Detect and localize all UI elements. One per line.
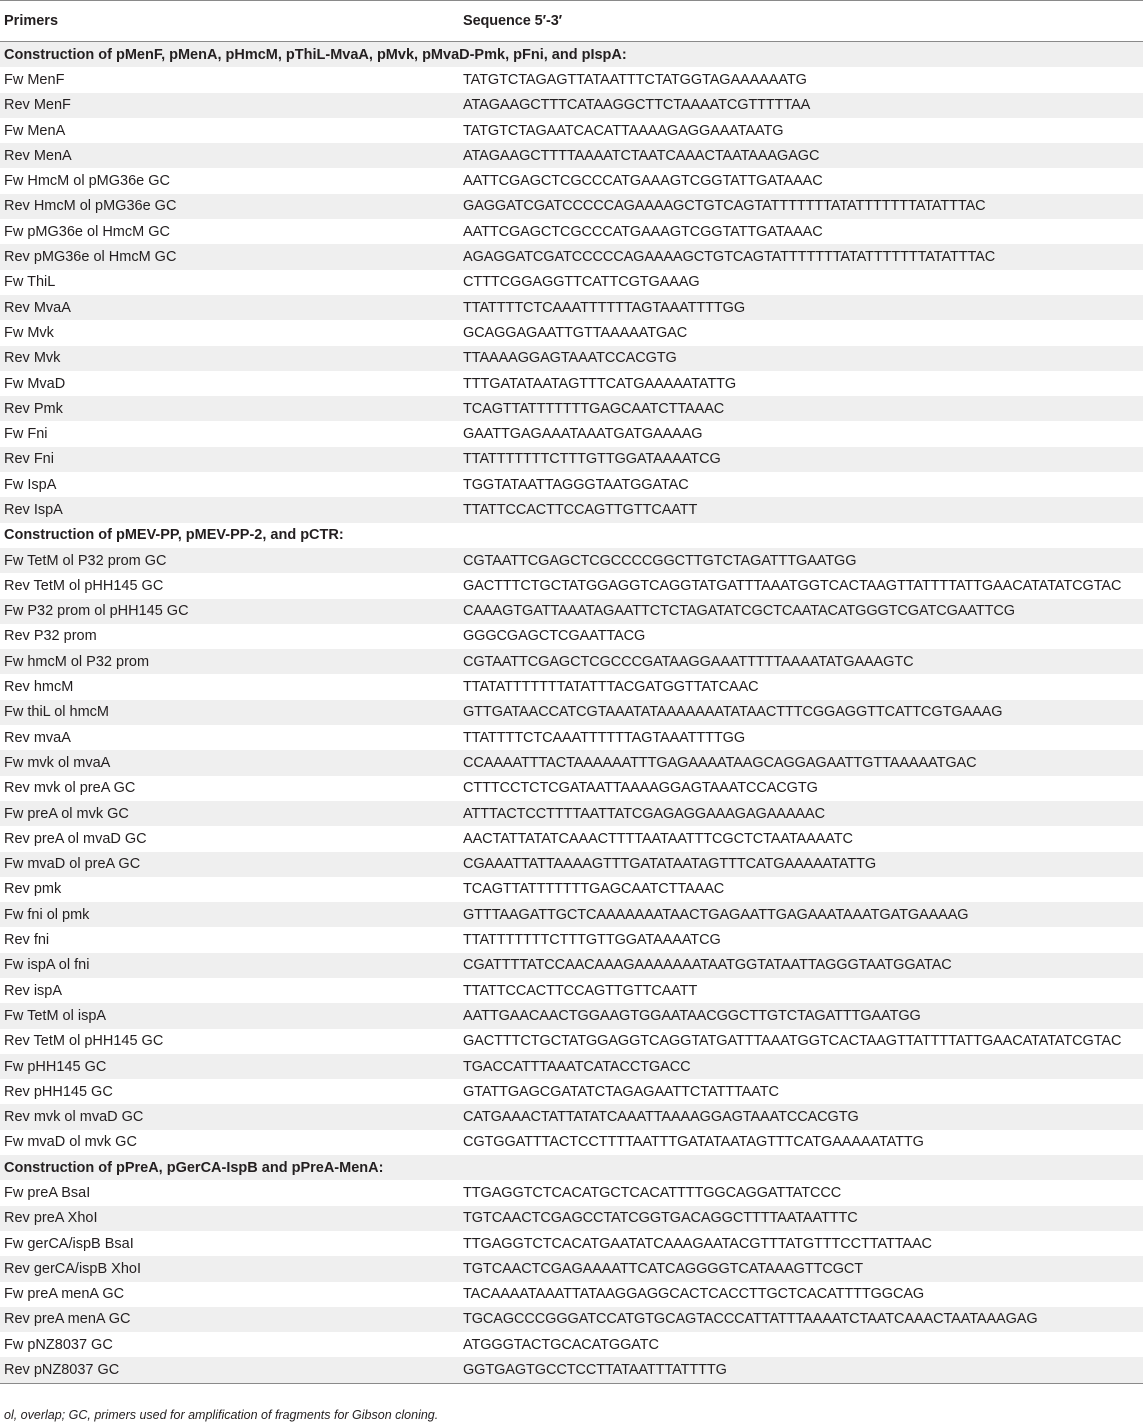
primer-name-cell: Rev P32 prom bbox=[4, 628, 97, 645]
primer-name-cell: Fw hmcM ol P32 prom bbox=[4, 653, 150, 670]
table-row bbox=[0, 1332, 1143, 1357]
sequence-cell: TGTCAACTCGAGAAAATTCATCAGGGGTCATAAAGTTCGCT bbox=[463, 1260, 864, 1277]
primer-name-cell: Fw pHH145 GC bbox=[4, 1058, 107, 1075]
table-row bbox=[0, 978, 1143, 1003]
table-row bbox=[0, 776, 1143, 801]
table-row bbox=[0, 320, 1143, 345]
table-row bbox=[0, 725, 1143, 750]
table-row bbox=[0, 801, 1143, 826]
primer-name-cell: Rev mvk ol preA GC bbox=[4, 780, 136, 797]
table-row bbox=[0, 143, 1143, 168]
sequence-cell: GAGGATCGATCCCCCAGAAAAGCTGTCAGTATTTTTTTATATTTTTTTATATTTAC bbox=[463, 198, 986, 215]
sequence-cell: TGCAGCCCGGGATCCATGTGCAGTACCCATTATTTAAAATCTAATCAAACTAATAAAGAG bbox=[463, 1311, 1038, 1328]
table-row bbox=[0, 902, 1143, 927]
sequence-cell: TTATATTTTTTTATATTTACGATGGTTATCAAC bbox=[463, 679, 759, 696]
primer-name-cell: Rev TetM ol pHH145 GC bbox=[4, 577, 164, 594]
section-title: Construction of pMEV-PP, pMEV-PP-2, and pCTR: bbox=[4, 527, 344, 544]
primer-name-cell: Rev mvk ol mvaD GC bbox=[4, 1109, 144, 1126]
sequence-cell: TTATTTTCTCAAATTTTTTAGTAAATTTTGG bbox=[463, 299, 746, 316]
primer-name-cell: Rev hmcM bbox=[4, 679, 74, 696]
table-row bbox=[0, 649, 1143, 674]
primer-name-cell: Rev gerCA/ispB XhoI bbox=[4, 1260, 142, 1277]
table-row bbox=[0, 1256, 1143, 1281]
primer-name-cell: Fw ThiL bbox=[4, 274, 56, 291]
primer-name-cell: Fw TetM ol ispA bbox=[4, 1007, 107, 1024]
primer-name-cell: Rev MenF bbox=[4, 97, 71, 114]
table-row bbox=[0, 953, 1143, 978]
primer-name-cell: Fw preA BsaI bbox=[4, 1185, 91, 1201]
primer-name-cell: Rev mvaA bbox=[4, 729, 71, 746]
sequence-cell: GCAGGAGAATTGTTAAAAATGAC bbox=[463, 324, 688, 341]
table-row bbox=[0, 1282, 1143, 1307]
sequence-cell: TTATTTTTTTCTTTGTTGGATAAAATCG bbox=[463, 451, 721, 468]
table-row bbox=[0, 852, 1143, 877]
table-row bbox=[0, 1231, 1143, 1256]
table-row bbox=[0, 624, 1143, 649]
sequence-cell: TTAAAAGGAGTAAATCCACGTG bbox=[463, 350, 677, 367]
sequence-cell: AGAGGATCGATCCCCCAGAAAAGCTGTCAGTATTTTTTTATATTTTTTTATATTTAC bbox=[463, 249, 996, 266]
table-row bbox=[0, 219, 1143, 244]
primer-name-cell: Fw fni ol pmk bbox=[4, 906, 90, 923]
table-row bbox=[0, 346, 1143, 371]
sequence-cell: TTGAGGTCTCACATGCTCACATTTTGGCAGGATTATCCC bbox=[463, 1185, 842, 1201]
sequence-cell: TCAGTTATTTTTTTGAGCAATCTTAAAC bbox=[463, 881, 725, 898]
section-title: Construction of pMenF, pMenA, pHmcM, pThiL-MvaA, pMvk, pMvaD-Pmk, pFni, and pIspA: bbox=[4, 46, 627, 63]
sequence-cell: ATTTACTCCTTTTAATTATCGAGAGGAAAGAGAAAAAC bbox=[463, 805, 825, 822]
sequence-cell: ATAGAAGCTTTCATAAGGCTTCTAAAATCGTTTTTAA bbox=[463, 97, 811, 114]
primer-name-cell: Fw MenA bbox=[4, 122, 66, 139]
table-row bbox=[0, 927, 1143, 952]
primer-name-cell: Fw preA ol mvk GC bbox=[4, 805, 129, 822]
table-row bbox=[0, 1307, 1143, 1332]
table-row bbox=[0, 67, 1143, 92]
table-row bbox=[0, 1104, 1143, 1129]
primer-name-cell: Fw mvaD ol preA GC bbox=[4, 856, 141, 873]
primer-name-cell: Rev Mvk bbox=[4, 350, 61, 367]
sequence-cell: CGTAATTCGAGCTCGCCCGATAAGGAAATTTTTAAAATATGAAAGTC bbox=[463, 653, 914, 670]
table-row bbox=[0, 674, 1143, 699]
table-row bbox=[0, 826, 1143, 851]
sequence-cell: TTATTTTCTCAAATTTTTTAGTAAATTTTGG bbox=[463, 729, 746, 746]
sequence-cell: TTATTCCACTTCCAGTTGTTCAATT bbox=[463, 501, 698, 518]
primer-name-cell: Rev fni bbox=[4, 932, 50, 949]
sequence-cell: GTTGATAACCATCGTAAATATAAAAAAATATAACTTTCGGAGGTTCATTCGTGAAAG bbox=[463, 704, 1003, 721]
header-sequence: Sequence 5′-3′ bbox=[463, 13, 563, 29]
primer-name-cell: Rev pHH145 GC bbox=[4, 1083, 113, 1100]
primer-name-cell: Fw mvk ol mvaA bbox=[4, 754, 111, 771]
primer-name-cell: Fw IspA bbox=[4, 476, 57, 493]
table-row bbox=[0, 244, 1143, 269]
section-header-row bbox=[0, 42, 1143, 67]
table-row bbox=[0, 447, 1143, 472]
sequence-cell: TCAGTTATTTTTTTGAGCAATCTTAAAC bbox=[463, 400, 725, 417]
table-row bbox=[0, 168, 1143, 193]
primer-name-cell: Fw gerCA/ispB BsaI bbox=[4, 1235, 134, 1252]
primer-name-cell: Rev preA ol mvaD GC bbox=[4, 830, 147, 847]
sequence-cell: TATGTCTAGAGTTATAATTTCTATGGTAGAAAAAATG bbox=[463, 71, 807, 88]
sequence-cell: TGACCATTTAAATCATACCTGACC bbox=[463, 1058, 691, 1075]
table-row bbox=[0, 270, 1143, 295]
primer-name-cell: Fw pNZ8037 GC bbox=[4, 1336, 113, 1353]
bottom-rule bbox=[0, 1383, 1143, 1384]
sequence-cell: CGAAATTATTAAAAGTTTGATATAATAGTTTCATGAAAAATATTG bbox=[463, 856, 877, 873]
sequence-cell: GAATTGAGAAATAAATGATGAAAAG bbox=[463, 426, 703, 443]
table-row bbox=[0, 750, 1143, 775]
table-row bbox=[0, 548, 1143, 573]
sequence-cell: ATGGGTACTGCACATGGATC bbox=[463, 1336, 659, 1353]
table-row bbox=[0, 700, 1143, 725]
section-header-row bbox=[0, 1155, 1143, 1180]
primer-name-cell: Fw Fni bbox=[4, 426, 48, 443]
sequence-cell: TATGTCTAGAATCACATTAAAAGAGGAAATAATG bbox=[463, 122, 784, 139]
sequence-cell: GGTGAGTGCCTCCTTATAATTTATTTTG bbox=[463, 1362, 727, 1379]
table-row bbox=[0, 1079, 1143, 1104]
section-title: Construction of pPreA, pGerCA-IspB and pPreA-MenA: bbox=[4, 1159, 384, 1176]
table-row bbox=[0, 194, 1143, 219]
sequence-cell: TACAAAATAAATTATAAGGAGGCACTCACCTTGCTCACATTTTGGCAG bbox=[463, 1286, 925, 1303]
sequence-cell: TGGTATAATTAGGGTAATGGATAC bbox=[463, 476, 689, 493]
primer-name-cell: Fw ispA ol fni bbox=[4, 957, 90, 974]
sequence-cell: GACTTTCTGCTATGGAGGTCAGGTATGATTTAAATGGTCACTAAGTTATTTTATTGAACATATATCGTAC bbox=[463, 1033, 1122, 1050]
table-row bbox=[0, 1029, 1143, 1054]
table-row bbox=[0, 93, 1143, 118]
primer-name-cell: Rev HmcM ol pMG36e GC bbox=[4, 198, 177, 215]
primer-name-cell: Fw TetM ol P32 prom GC bbox=[4, 552, 167, 569]
sequence-cell: CCAAAATTTACTAAAAAATTTGAGAAAATAAGCAGGAGAATTGTTAAAAATGAC bbox=[463, 754, 977, 771]
primer-name-cell: Rev pmk bbox=[4, 881, 62, 898]
sequence-cell: GTATTGAGCGATATCTAGAGAATTCTATTTAATC bbox=[463, 1083, 779, 1100]
sequence-cell: CTTTCGGAGGTTCATTCGTGAAAG bbox=[463, 274, 700, 291]
primer-name-cell: Fw MvaD bbox=[4, 375, 66, 392]
table-footnote: ol, overlap; GC, primers used for amplification of fragments for Gibson cloning. bbox=[4, 1408, 439, 1422]
table-row bbox=[0, 1130, 1143, 1155]
primer-name-cell: Rev Pmk bbox=[4, 400, 63, 417]
table-row bbox=[0, 1054, 1143, 1079]
primer-name-cell: Rev MenA bbox=[4, 147, 72, 164]
sequence-cell: GGGCGAGCTCGAATTACG bbox=[463, 628, 646, 645]
primer-name-cell: Fw thiL ol hmcM bbox=[4, 704, 110, 721]
sequence-cell: TGTCAACTCGAGCCTATCGGTGACAGGCTTTTAATAATTTC bbox=[463, 1210, 858, 1227]
primer-name-cell: Fw P32 prom ol pHH145 GC bbox=[4, 603, 189, 620]
primer-name-cell: Rev preA XhoI bbox=[4, 1210, 98, 1227]
table-row bbox=[0, 599, 1143, 624]
sequence-cell: CGATTTTATCCAACAAAGAAAAAAATAATGGTATAATTAGGGTAATGGATAC bbox=[463, 957, 952, 974]
primer-name-cell: Rev IspA bbox=[4, 501, 63, 518]
primer-name-cell: Rev pMG36e ol HmcM GC bbox=[4, 249, 177, 266]
table-row bbox=[0, 877, 1143, 902]
sequence-cell: AATTCGAGCTCGCCCATGAAAGTCGGTATTGATAAAC bbox=[463, 223, 823, 240]
primer-name-cell: Rev pNZ8037 GC bbox=[4, 1362, 120, 1379]
table-row bbox=[0, 421, 1143, 446]
sequence-cell: TTGAGGTCTCACATGAATATCAAAGAATACGTTTATGTTTCCTTATTAAC bbox=[463, 1235, 932, 1252]
table-row bbox=[0, 472, 1143, 497]
primer-name-cell: Rev MvaA bbox=[4, 299, 71, 316]
table-row bbox=[0, 295, 1143, 320]
table-row bbox=[0, 1357, 1143, 1382]
table-row bbox=[0, 1003, 1143, 1028]
table-row bbox=[0, 118, 1143, 143]
sequence-cell: TTTGATATAATAGTTTCATGAAAAATATTG bbox=[463, 375, 737, 392]
sequence-cell: AACTATTATATCAAACTTTTAATAATTTCGCTCTAATAAAATC bbox=[463, 830, 853, 847]
sequence-cell: CAAAGTGATTAAATAGAATTCTCTAGATATCGCTCAATACATGGGTCGATCGAATTCG bbox=[463, 603, 1015, 620]
table-row bbox=[0, 497, 1143, 522]
sequence-cell: CGTAATTCGAGCTCGCCCCGGCTTGTCTAGATTTGAATGG bbox=[463, 552, 857, 569]
sequence-cell: TTATTTTTTTCTTTGTTGGATAAAATCG bbox=[463, 932, 721, 949]
sequence-cell: CTTTCCTCTCGATAATTAAAAGGAGTAAATCCACGTG bbox=[463, 780, 818, 797]
sequence-cell: AATTGAACAACTGGAAGTGGAATAACGGCTTGTCTAGATTTGAATGG bbox=[463, 1007, 921, 1024]
table-row bbox=[0, 371, 1143, 396]
primer-name-cell: Fw MenF bbox=[4, 71, 65, 88]
header-primers: Primers bbox=[4, 13, 59, 29]
primer-name-cell: Fw pMG36e ol HmcM GC bbox=[4, 223, 170, 240]
sequence-cell: GTTTAAGATTGCTCAAAAAAATAACTGAGAATTGAGAAATAAATGATGAAAAG bbox=[463, 906, 969, 923]
section-header-row bbox=[0, 523, 1143, 548]
table-row bbox=[0, 1180, 1143, 1205]
sequence-cell: CATGAAACTATTATATCAAATTAAAAGGAGTAAATCCACGTG bbox=[463, 1109, 859, 1126]
sequence-cell: TTATTCCACTTCCAGTTGTTCAATT bbox=[463, 982, 698, 999]
primer-name-cell: Rev Fni bbox=[4, 451, 54, 468]
primer-name-cell: Fw mvaD ol mvk GC bbox=[4, 1134, 137, 1151]
primer-name-cell: Rev ispA bbox=[4, 982, 63, 999]
primer-name-cell: Fw Mvk bbox=[4, 324, 54, 341]
primer-name-cell: Fw HmcM ol pMG36e GC bbox=[4, 173, 170, 190]
primer-name-cell: Fw preA menA GC bbox=[4, 1286, 125, 1303]
sequence-cell: ATAGAAGCTTTTAAAATCTAATCAAACTAATAAAGAGC bbox=[463, 147, 820, 164]
sequence-cell: CGTGGATTTACTCCTTTTAATTTGATATAATAGTTTCATGAAAAATATTG bbox=[463, 1134, 924, 1151]
primer-name-cell: Rev TetM ol pHH145 GC bbox=[4, 1033, 164, 1050]
table-row bbox=[0, 573, 1143, 598]
table-header bbox=[0, 1, 1143, 41]
primer-name-cell: Rev preA menA GC bbox=[4, 1311, 131, 1328]
table-row bbox=[0, 1206, 1143, 1231]
table-body bbox=[0, 42, 1143, 1383]
sequence-cell: AATTCGAGCTCGCCCATGAAAGTCGGTATTGATAAAC bbox=[463, 173, 823, 190]
table-row bbox=[0, 396, 1143, 421]
sequence-cell: GACTTTCTGCTATGGAGGTCAGGTATGATTTAAATGGTCACTAAGTTATTTTATTGAACATATATCGTAC bbox=[463, 577, 1122, 594]
